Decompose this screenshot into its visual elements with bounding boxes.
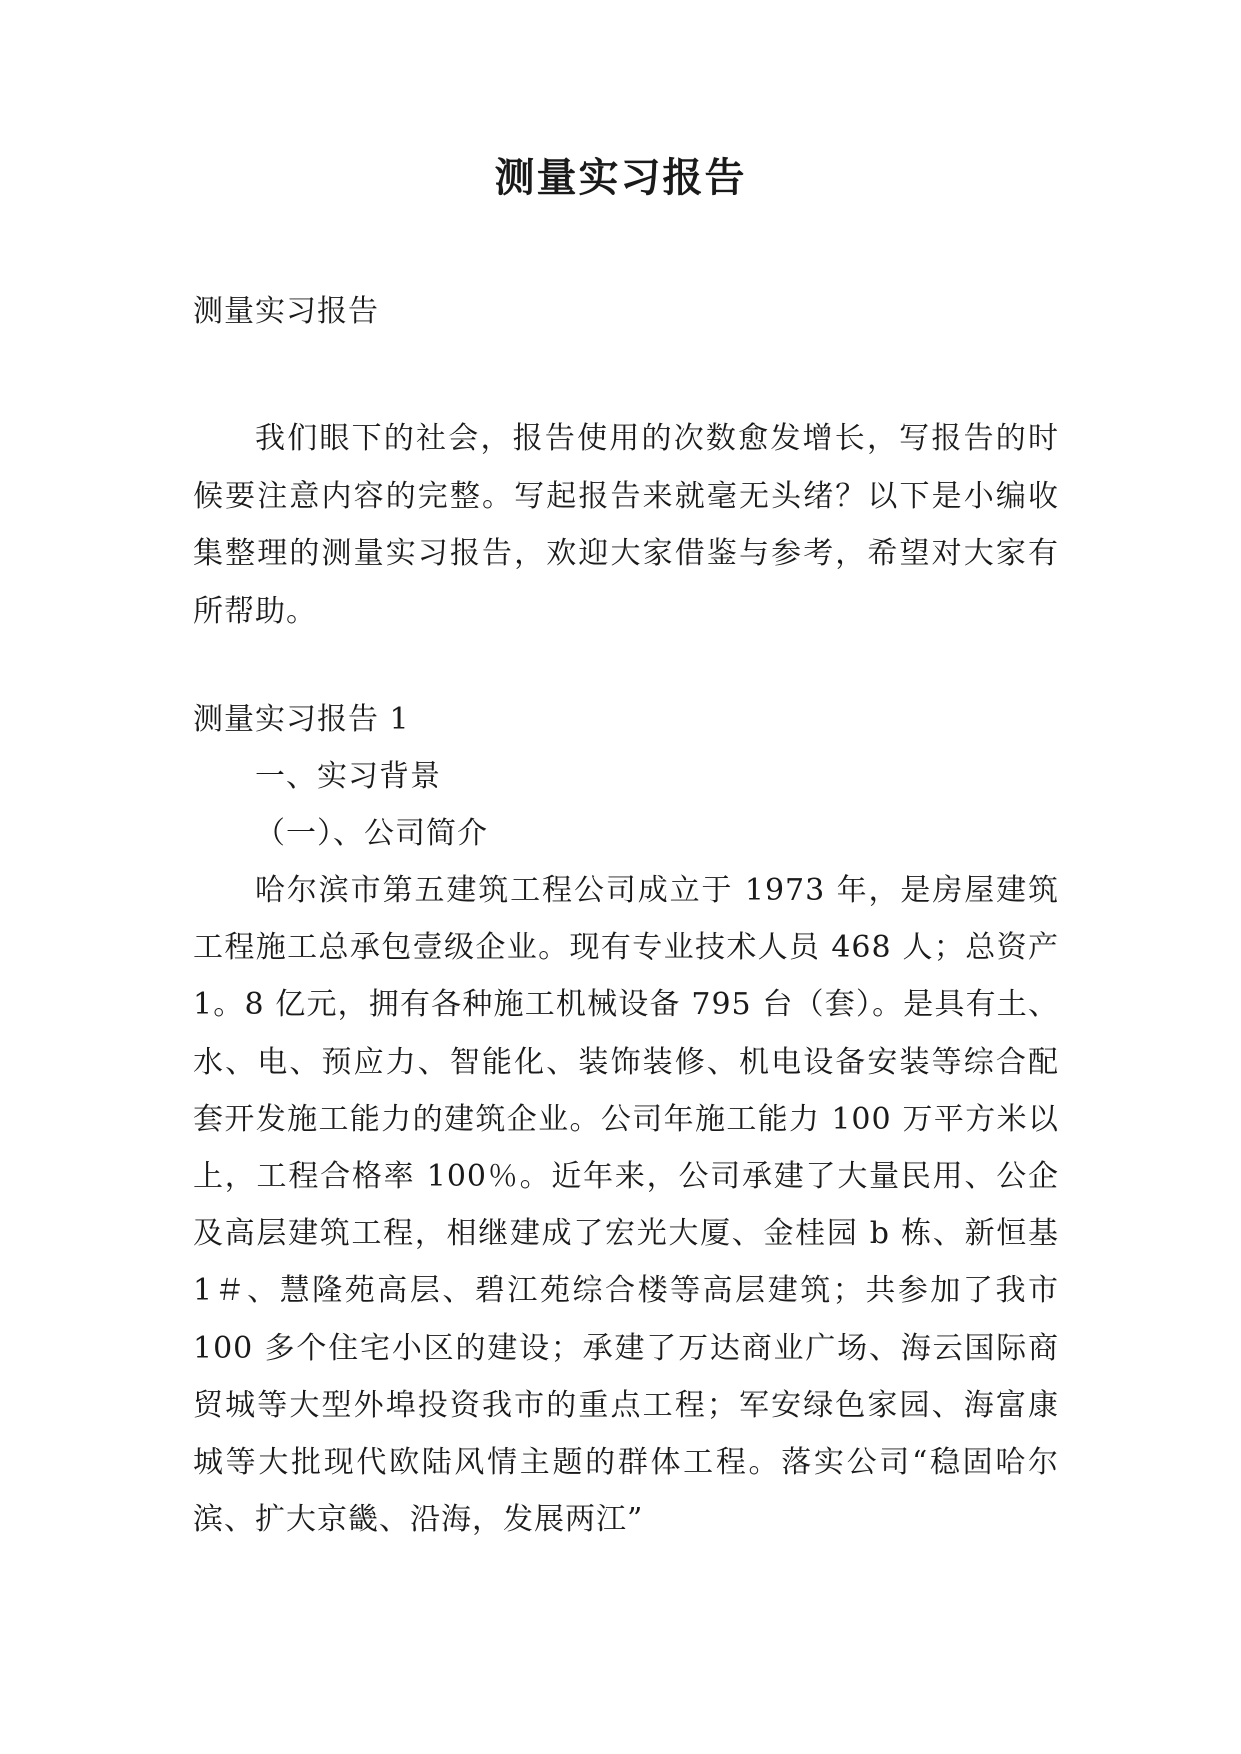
section-heading: 一、实习背景 <box>255 759 441 794</box>
report-title: 测量实习报告 1 <box>193 702 410 737</box>
document-subtitle: 测量实习报告 <box>193 294 379 329</box>
subsection-heading: （一）、公司简介 <box>255 816 488 851</box>
company-paragraph: 哈尔滨市第五建筑工程公司成立于 1973 年，是房屋建筑工程施工总承包壹级企业。现有专业技术人员 468 人；总资产 1。8 亿元，拥有各种施工机械设备 795 台（套）。是具有土、水、电、预应力、智能化、装饰装修、机电设备安装等综合配套开发施工能力的建筑企业。公司年施工能力 100 万平方米以上，工程合格率 100％。近年来，公司承建了大量民用、公企及高层建筑工程，相继建成了宏光大厦、金桂园 b 栋、新恒基 1＃、慧隆苑高层、碧江苑综合楼等高层建筑；共参加了我市 100 多个住宅小区的建设；承建了万达商业广场、海云国际商贸城等大型外埠投资我市的重点工程；军安绿色家园、海富康城等大批现代欧陆风情主题的群体工程。落实公司“稳固哈尔滨、扩大京畿、沿海，发展两江” <box>193 873 1059 1538</box>
intro-paragraph: 我们眼下的社会，报告使用的次数愈发增长，写报告的时候要注意内容的完整。写起报告来就毫无头绪？以下是小编收集整理的测量实习报告，欢迎大家借鉴与参考，希望对大家有所帮助。 <box>193 421 1059 629</box>
document-title: 测量实习报告 <box>494 154 747 201</box>
